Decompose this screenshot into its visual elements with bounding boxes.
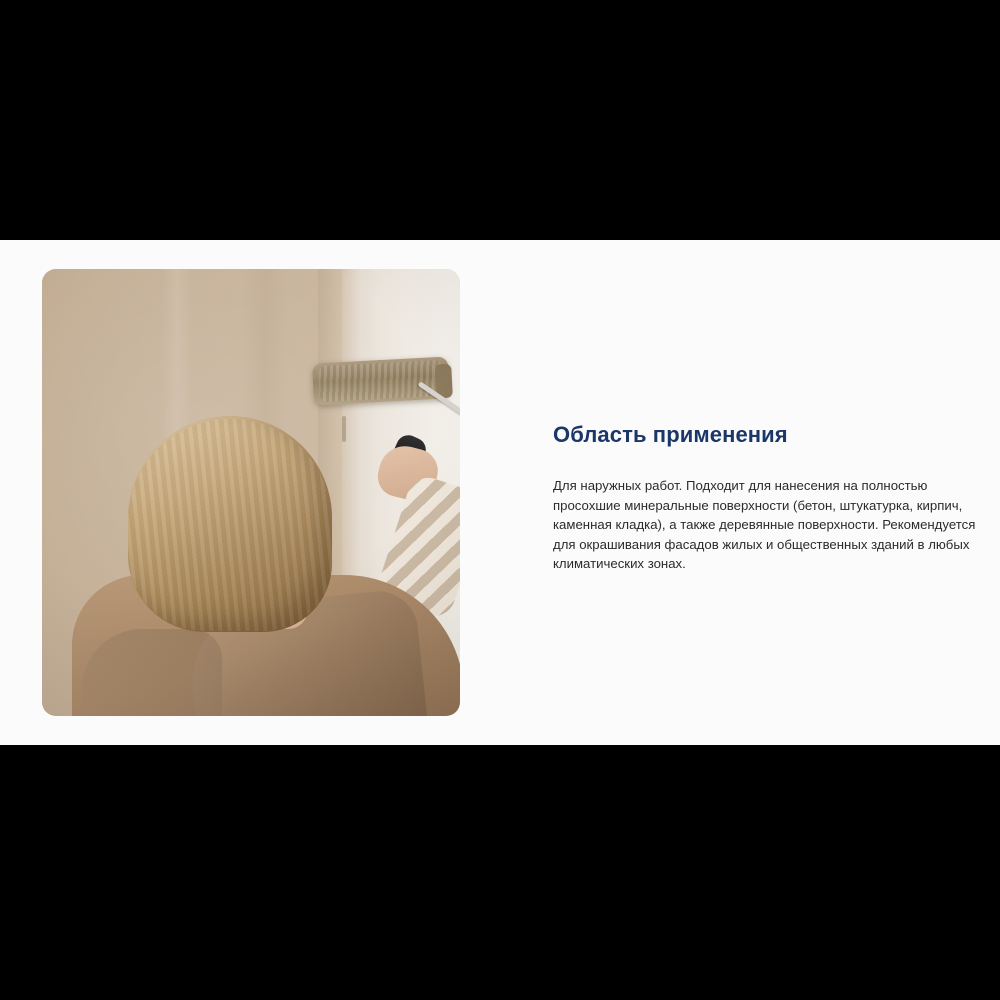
section-heading: Область применения	[553, 422, 788, 447]
section-description-text: Для наружных работ. Подходит для нанесения на полностью просохшие минеральные поверхности (бетон, штукатурка, кирпич, каменная кладка), а также деревянные поверхности. Рекомендуется для окрашивания фасадов жилых и общественных зданий в любых климатических зонах.	[553, 478, 976, 572]
application-photo	[42, 269, 460, 716]
photo-vignette	[42, 269, 460, 716]
content-band	[0, 240, 1000, 745]
section-description	[553, 476, 978, 574]
photo-canvas	[42, 269, 460, 716]
